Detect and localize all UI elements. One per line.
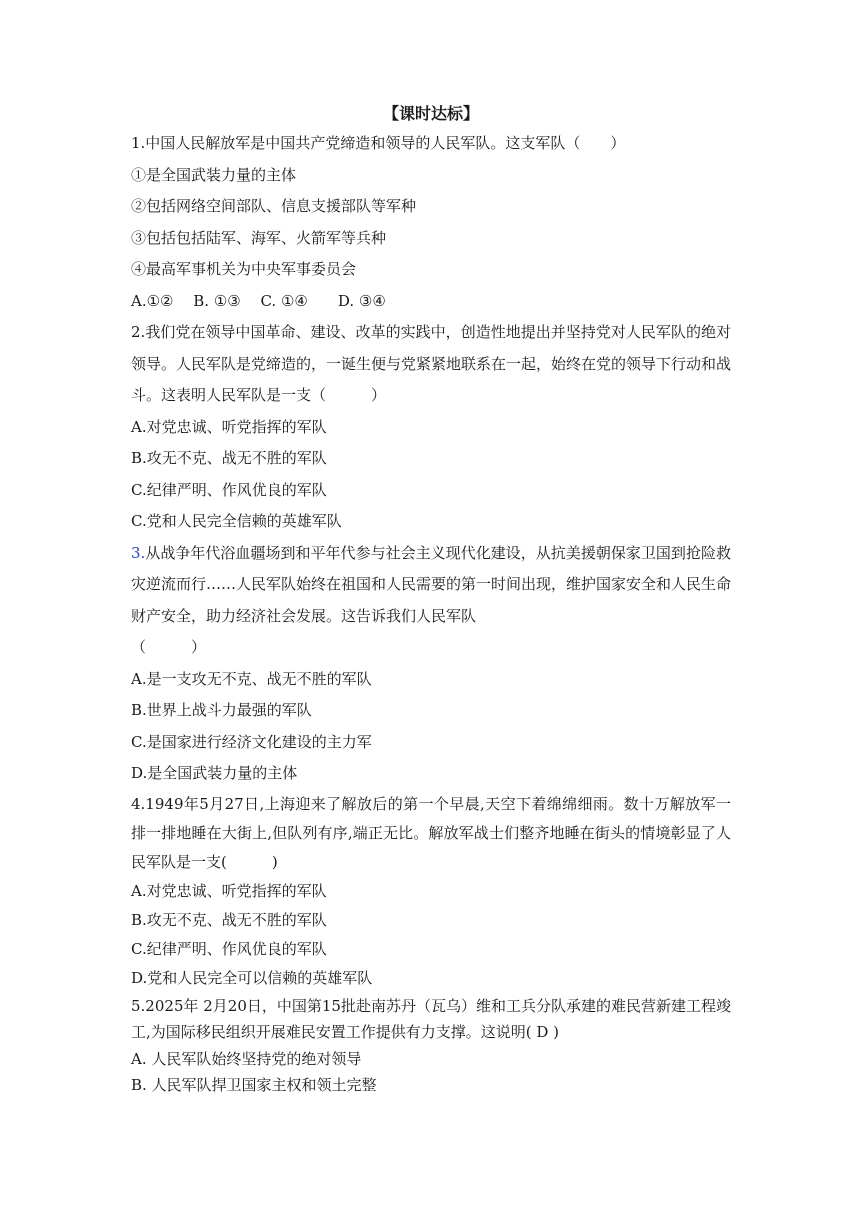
question-number: 3. (131, 543, 146, 562)
answer-option: D.党和人民完全可以信赖的英雄军队 (131, 968, 373, 987)
answer-option: C.是国家进行经济文化建设的主力军 (131, 732, 372, 751)
answer-option: B.世界上战斗力最强的军队 (131, 701, 312, 719)
question-stem-text: 从战争年代浴血疆场到和平年代参与社会主义现代化建设，从抗美援朝保家卫国到抢险救灾逆流而行……人民军队始终在祖国和人民需要的第一时间出现，维护国家安全和人民生命财产安全，助力经济社会发展。这告诉我们人民军队 (131, 543, 732, 625)
answer-options: A.①② B. ①③ C. ①④ D. ③④ (131, 291, 386, 310)
question-stem: 2.我们党在领导中国革命、建设、改革的实践中，创造性地提出并坚持党对人民军队的绝对领导。人民军队是党缔造的，一诞生便与党紧紧地联系在一起，始终在党的领导下行动和战斗。这表明人民军队是一支（ ） (131, 323, 732, 404)
question-stem: 5.2025年 2月20日，中国第15批赴南苏丹（瓦乌）维和工兵分队承建的难民营新建工程竣工,为国际移民组织开展难民安置工作提供有力支撑。这说明( D ) (131, 996, 731, 1041)
answer-option: C.党和人民完全信赖的英雄军队 (131, 512, 342, 530)
question-4 (131, 790, 731, 993)
statement-item: ①是全国武装力量的主体 (131, 165, 297, 184)
answer-option: C.纪律严明、作风优良的军队 (131, 480, 327, 499)
question-3 (131, 538, 731, 790)
answer-option: A. 人民军队始终坚持党的绝对领导 (131, 1049, 362, 1068)
question-5 (131, 993, 731, 1099)
question-stem: 1.中国人民解放军是中国共产党缔造和领导的人民军队。这支军队（ ） (131, 134, 626, 152)
question-stem: 4.1949年5月27日,上海迎来了解放后的第一个早晨,天空下着绵绵细雨。数十万解放军一排一排地睡在大街上,但队列有序,端正无比。解放军战士们整齐地睡在街头的情境彰显了人民军队是一支( ) (131, 794, 731, 871)
answer-option: C.纪律严明、作风优良的军队 (131, 939, 327, 958)
question-2 (131, 317, 731, 538)
section-title: 【课时达标】 (382, 104, 479, 123)
answer-option: B.攻无不克、战无不胜的军队 (131, 449, 327, 467)
answer-option: D.是全国武装力量的主体 (131, 764, 298, 782)
answer-option: A.是一支攻无不克、战无不胜的军队 (131, 669, 372, 688)
question-stem (131, 538, 731, 633)
statement-item: ④最高军事机关为中央军事委员会 (131, 260, 357, 278)
statement-item: ③包括包括陆军、海军、火箭军等兵种 (131, 228, 387, 247)
question-1 (131, 128, 731, 317)
answer-option: A.对党忠诚、听党指挥的军队 (131, 417, 327, 436)
answer-blank: （ ） (131, 638, 207, 656)
answer-option: A.对党忠诚、听党指挥的军队 (131, 881, 327, 900)
document-page (131, 100, 731, 1099)
answer-option: B. 人民军队捍卫国家主权和领土完整 (131, 1076, 377, 1094)
answer-option: B.攻无不克、战无不胜的军队 (131, 910, 327, 929)
statement-item: ②包括网络空间部队、信息支援部队等军种 (131, 197, 417, 215)
